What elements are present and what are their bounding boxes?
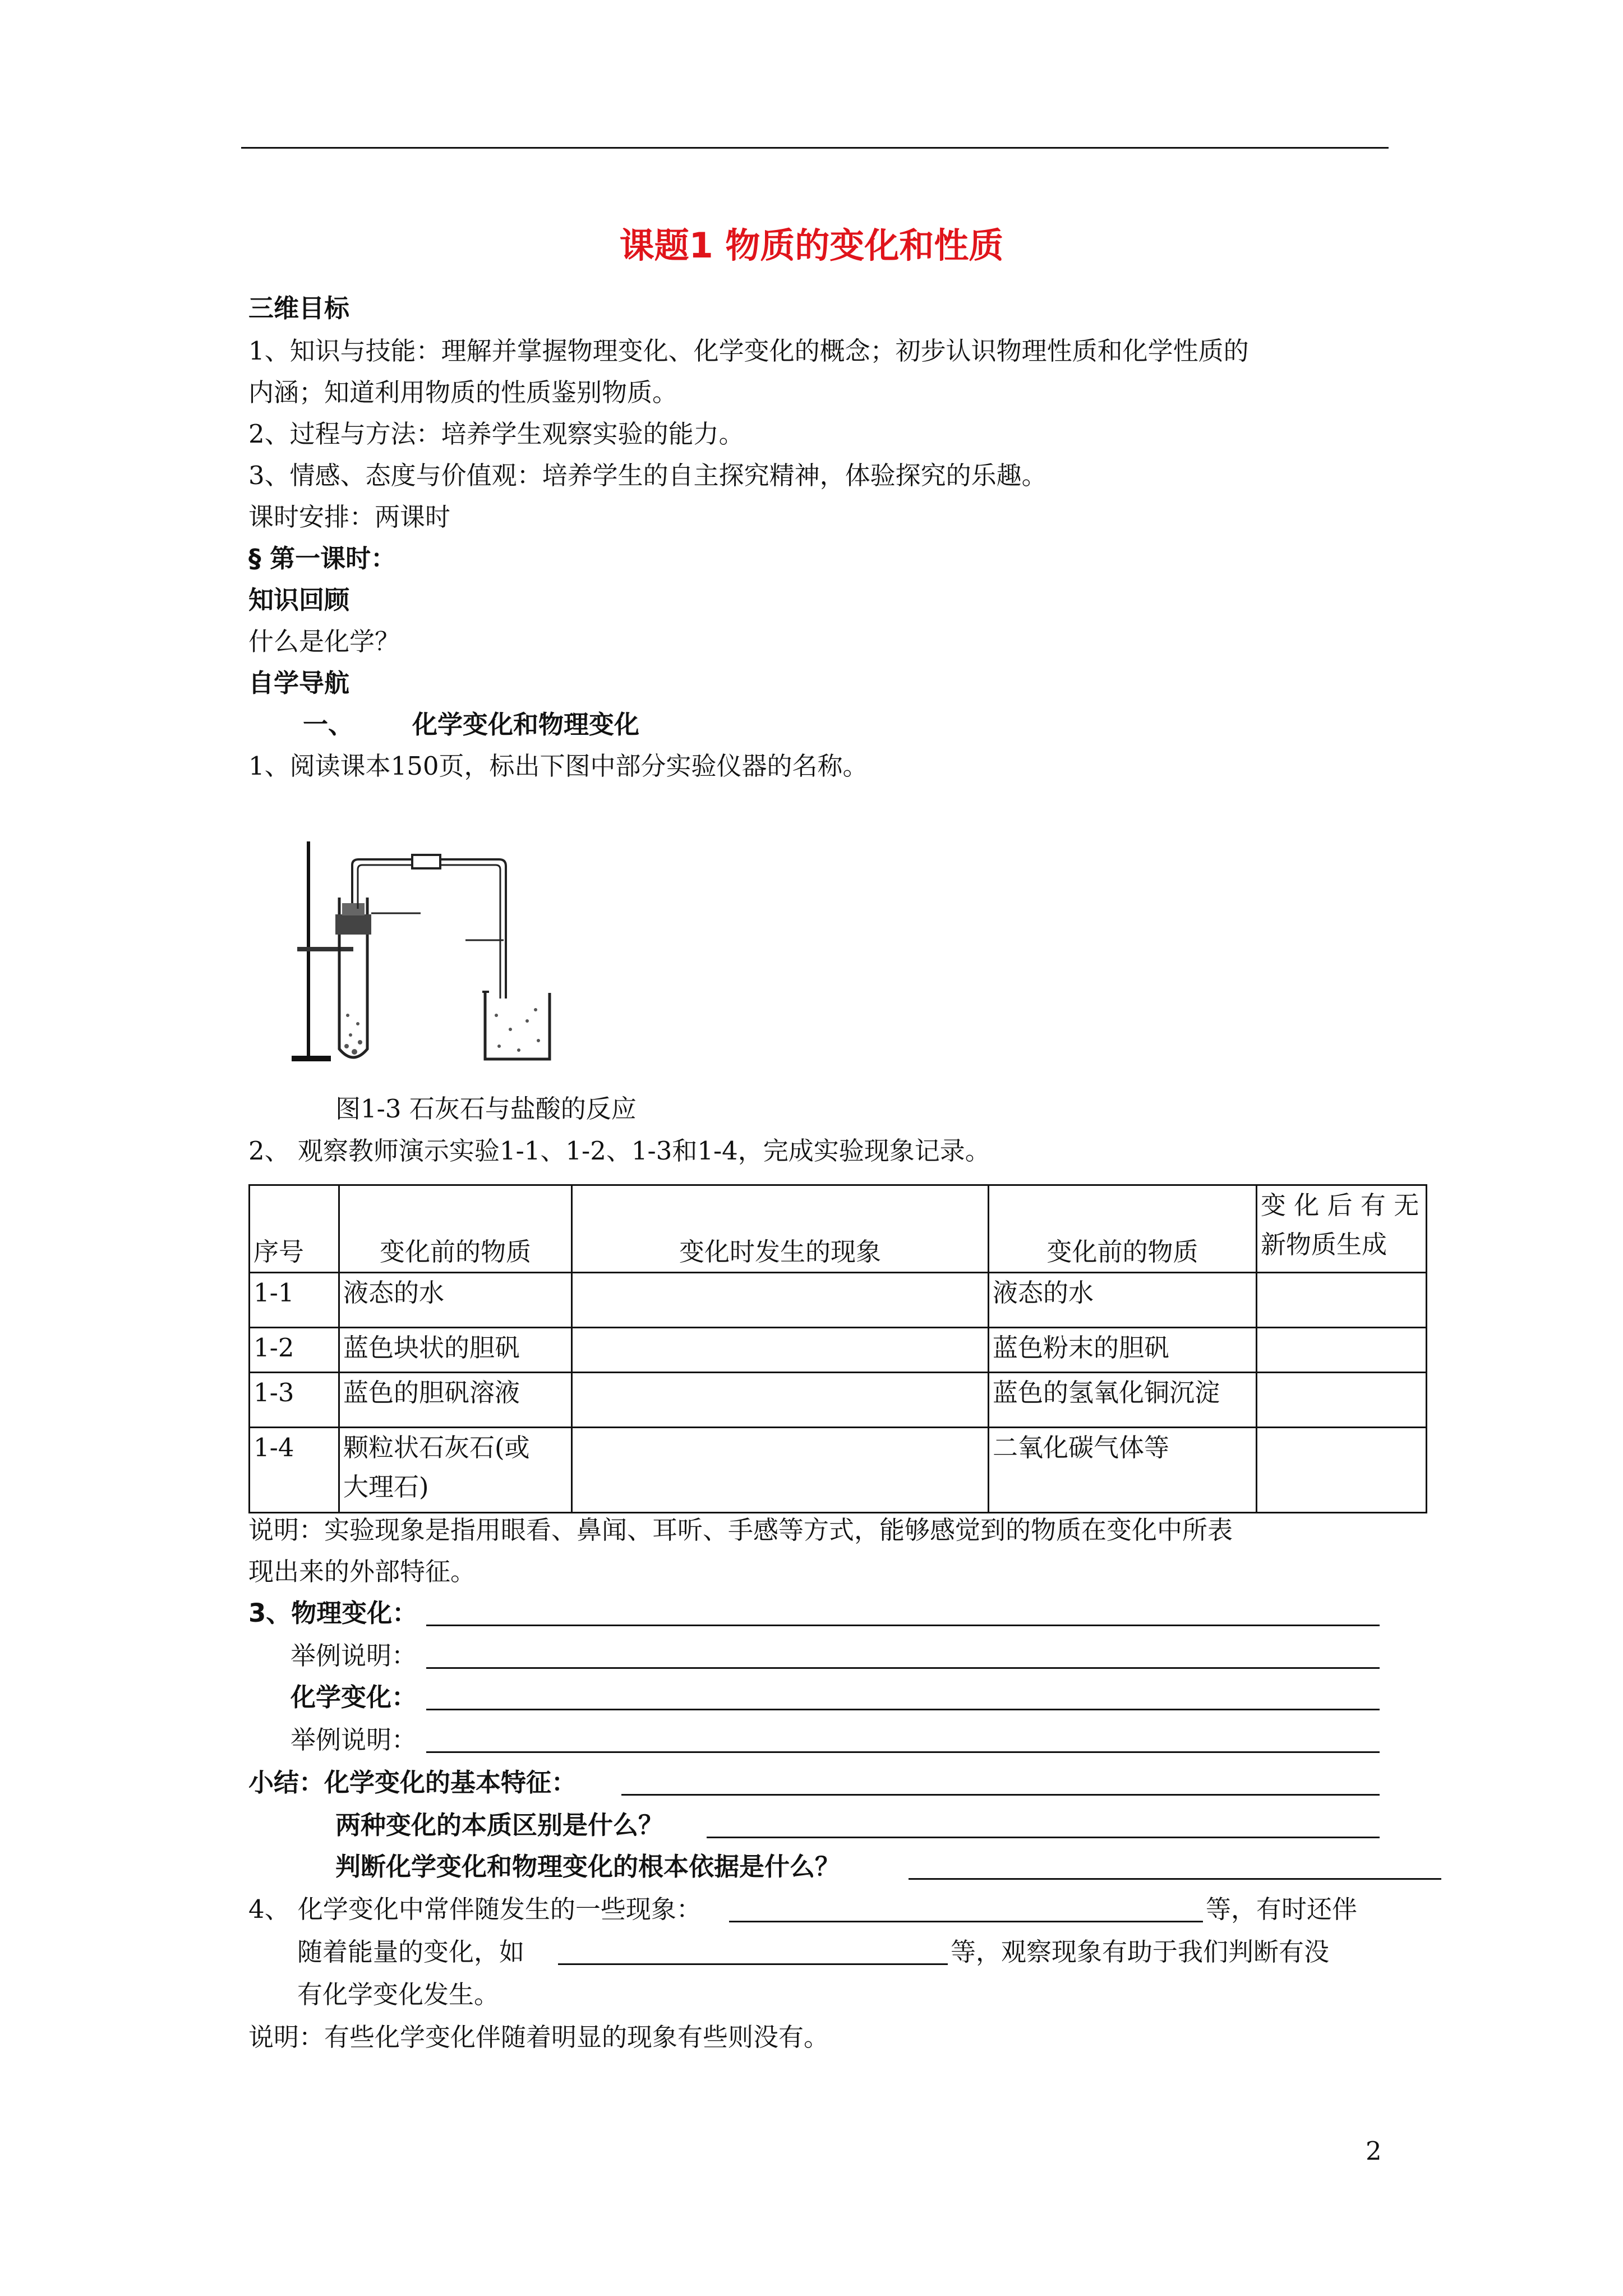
objectives-heading: 三维目标 — [248, 293, 350, 323]
note-1-line-1: 说明：实验现象是指用眼看、鼻闻、耳听、手感等方式，能够感觉到的物质在变化中所表 — [248, 1515, 1233, 1545]
stopper — [335, 914, 371, 935]
question-4-line-2a: 随着能量的变化，如 — [297, 1937, 525, 1967]
row-before: 蓝色的胆矾溶液 — [339, 1373, 572, 1428]
row-number: 1-3 — [250, 1373, 339, 1428]
objective-3: 3、情感、态度与价值观：培养学生的自主探究精神，体验探究的乐趣。 — [248, 461, 1047, 490]
objective-1-line-1: 1、知识与技能：理解并掌握物理变化、化学变化的概念；初步认识物理性质和化学性质的 — [248, 336, 1249, 366]
row-before: 颗粒状石灰石(或 大理石) — [339, 1428, 572, 1513]
physical-change-blank[interactable] — [426, 1625, 1380, 1626]
row-number: 1-1 — [250, 1273, 339, 1328]
summary-label: 小结：化学变化的基本特征： — [248, 1768, 577, 1797]
tube-contents — [344, 1014, 362, 1055]
summary-blank[interactable] — [621, 1794, 1380, 1796]
example-2-label: 举例说明： — [291, 1725, 417, 1755]
row-phenomenon[interactable] — [572, 1328, 989, 1373]
table-row — [250, 1373, 1427, 1428]
row-after: 液态的水 — [989, 1273, 1257, 1328]
row-number: 1-4 — [250, 1428, 339, 1513]
question-4-line-1b: 等，有时还伴 — [1206, 1894, 1358, 1924]
beaker — [485, 993, 550, 1059]
header-phenomenon: 变化时发生的现象 — [572, 1185, 989, 1273]
row-phenomenon[interactable] — [572, 1373, 989, 1428]
example-2-blank[interactable] — [426, 1751, 1380, 1753]
review-question: 什么是化学？ — [248, 627, 400, 656]
row-new[interactable] — [1257, 1428, 1427, 1513]
summary-difference-question: 两种变化的本质区别是什么？ — [335, 1810, 664, 1840]
question-4-line-2b: 等，观察现象有助于我们判断有没 — [951, 1937, 1330, 1967]
row-after: 蓝色的氢氧化铜沉淀 — [989, 1373, 1257, 1428]
header-before: 变化前的物质 — [339, 1185, 572, 1273]
review-heading: 知识回顾 — [248, 585, 350, 615]
objective-1-line-2: 内涵；知道利用物质的性质鉴别物质。 — [248, 378, 678, 407]
row-new[interactable] — [1257, 1328, 1427, 1373]
row-after: 二氧化碳气体等 — [989, 1428, 1257, 1513]
page-title: 课题1 物质的变化和性质 — [619, 225, 1004, 266]
stand-base — [292, 1056, 331, 1061]
delivery-tube — [352, 859, 506, 999]
table-row — [250, 1328, 1427, 1373]
page-number: 2 — [1366, 2136, 1382, 2166]
phenomena-blank[interactable] — [729, 1921, 1203, 1922]
example-1-label: 举例说明： — [291, 1641, 417, 1671]
experiment-table — [248, 1184, 1427, 1513]
question-1: 1、阅读课本150页，标出下图中部分实验仪器的名称。 — [248, 751, 868, 781]
row-number: 1-2 — [250, 1328, 339, 1373]
table-header-row — [250, 1185, 1427, 1273]
chemical-change-blank[interactable] — [426, 1709, 1380, 1710]
basis-blank[interactable] — [909, 1878, 1441, 1880]
stopper-top — [342, 903, 365, 915]
difference-blank[interactable] — [707, 1837, 1380, 1838]
delivery-tube-inner — [358, 865, 500, 999]
objective-2: 2、过程与方法：培养学生观察实验的能力。 — [248, 419, 744, 449]
header-after: 变化前的物质 — [989, 1185, 1257, 1273]
row-phenomenon[interactable] — [572, 1273, 989, 1328]
header-new-substance: 变 化 后 有 无 新物质生成 — [1257, 1185, 1427, 1273]
schedule: 课时安排：两课时 — [248, 502, 451, 532]
section-number: 一、 — [303, 710, 354, 739]
row-new[interactable] — [1257, 1273, 1427, 1328]
question-4-line-3: 有化学变化发生。 — [297, 1980, 500, 2009]
note-2: 说明：有些化学变化伴随着明显的现象有些则没有。 — [248, 2022, 829, 2052]
rubber-connector — [412, 855, 440, 868]
row-before: 液态的水 — [339, 1273, 572, 1328]
figure-caption: 图1-3 石灰石与盐酸的反应 — [335, 1094, 637, 1124]
note-1-line-2: 现出来的外部特征。 — [248, 1557, 476, 1586]
chemical-change-label: 化学变化： — [291, 1682, 417, 1712]
example-1-blank[interactable] — [426, 1667, 1380, 1669]
row-phenomenon[interactable] — [572, 1428, 989, 1513]
row-new[interactable] — [1257, 1373, 1427, 1428]
row-after: 蓝色粉末的胆矾 — [989, 1328, 1257, 1373]
physical-change-label: 3、物理变化： — [248, 1598, 418, 1628]
question-4-line-1a: 4、 化学变化中常伴随发生的一些现象： — [248, 1894, 702, 1924]
table-row — [250, 1428, 1427, 1513]
question-2: 2、 观察教师演示实验1-1、1-2、1-3和1-4，完成实验现象记录。 — [248, 1136, 990, 1166]
row-before: 蓝色块状的胆矾 — [339, 1328, 572, 1373]
clamp — [297, 947, 353, 951]
table-row — [250, 1273, 1427, 1328]
summary-basis-question: 判断化学变化和物理变化的根本依据是什么？ — [335, 1852, 841, 1881]
energy-blank[interactable] — [558, 1963, 948, 1965]
header-rule — [241, 147, 1389, 149]
lesson-1-heading: § 第一课时： — [248, 544, 396, 573]
apparatus-figure — [286, 830, 578, 1077]
header-number: 序号 — [250, 1185, 339, 1273]
guide-heading: 自学导航 — [248, 668, 350, 698]
section-title: 化学变化和物理变化 — [412, 710, 640, 739]
beaker-contents — [495, 1008, 540, 1052]
